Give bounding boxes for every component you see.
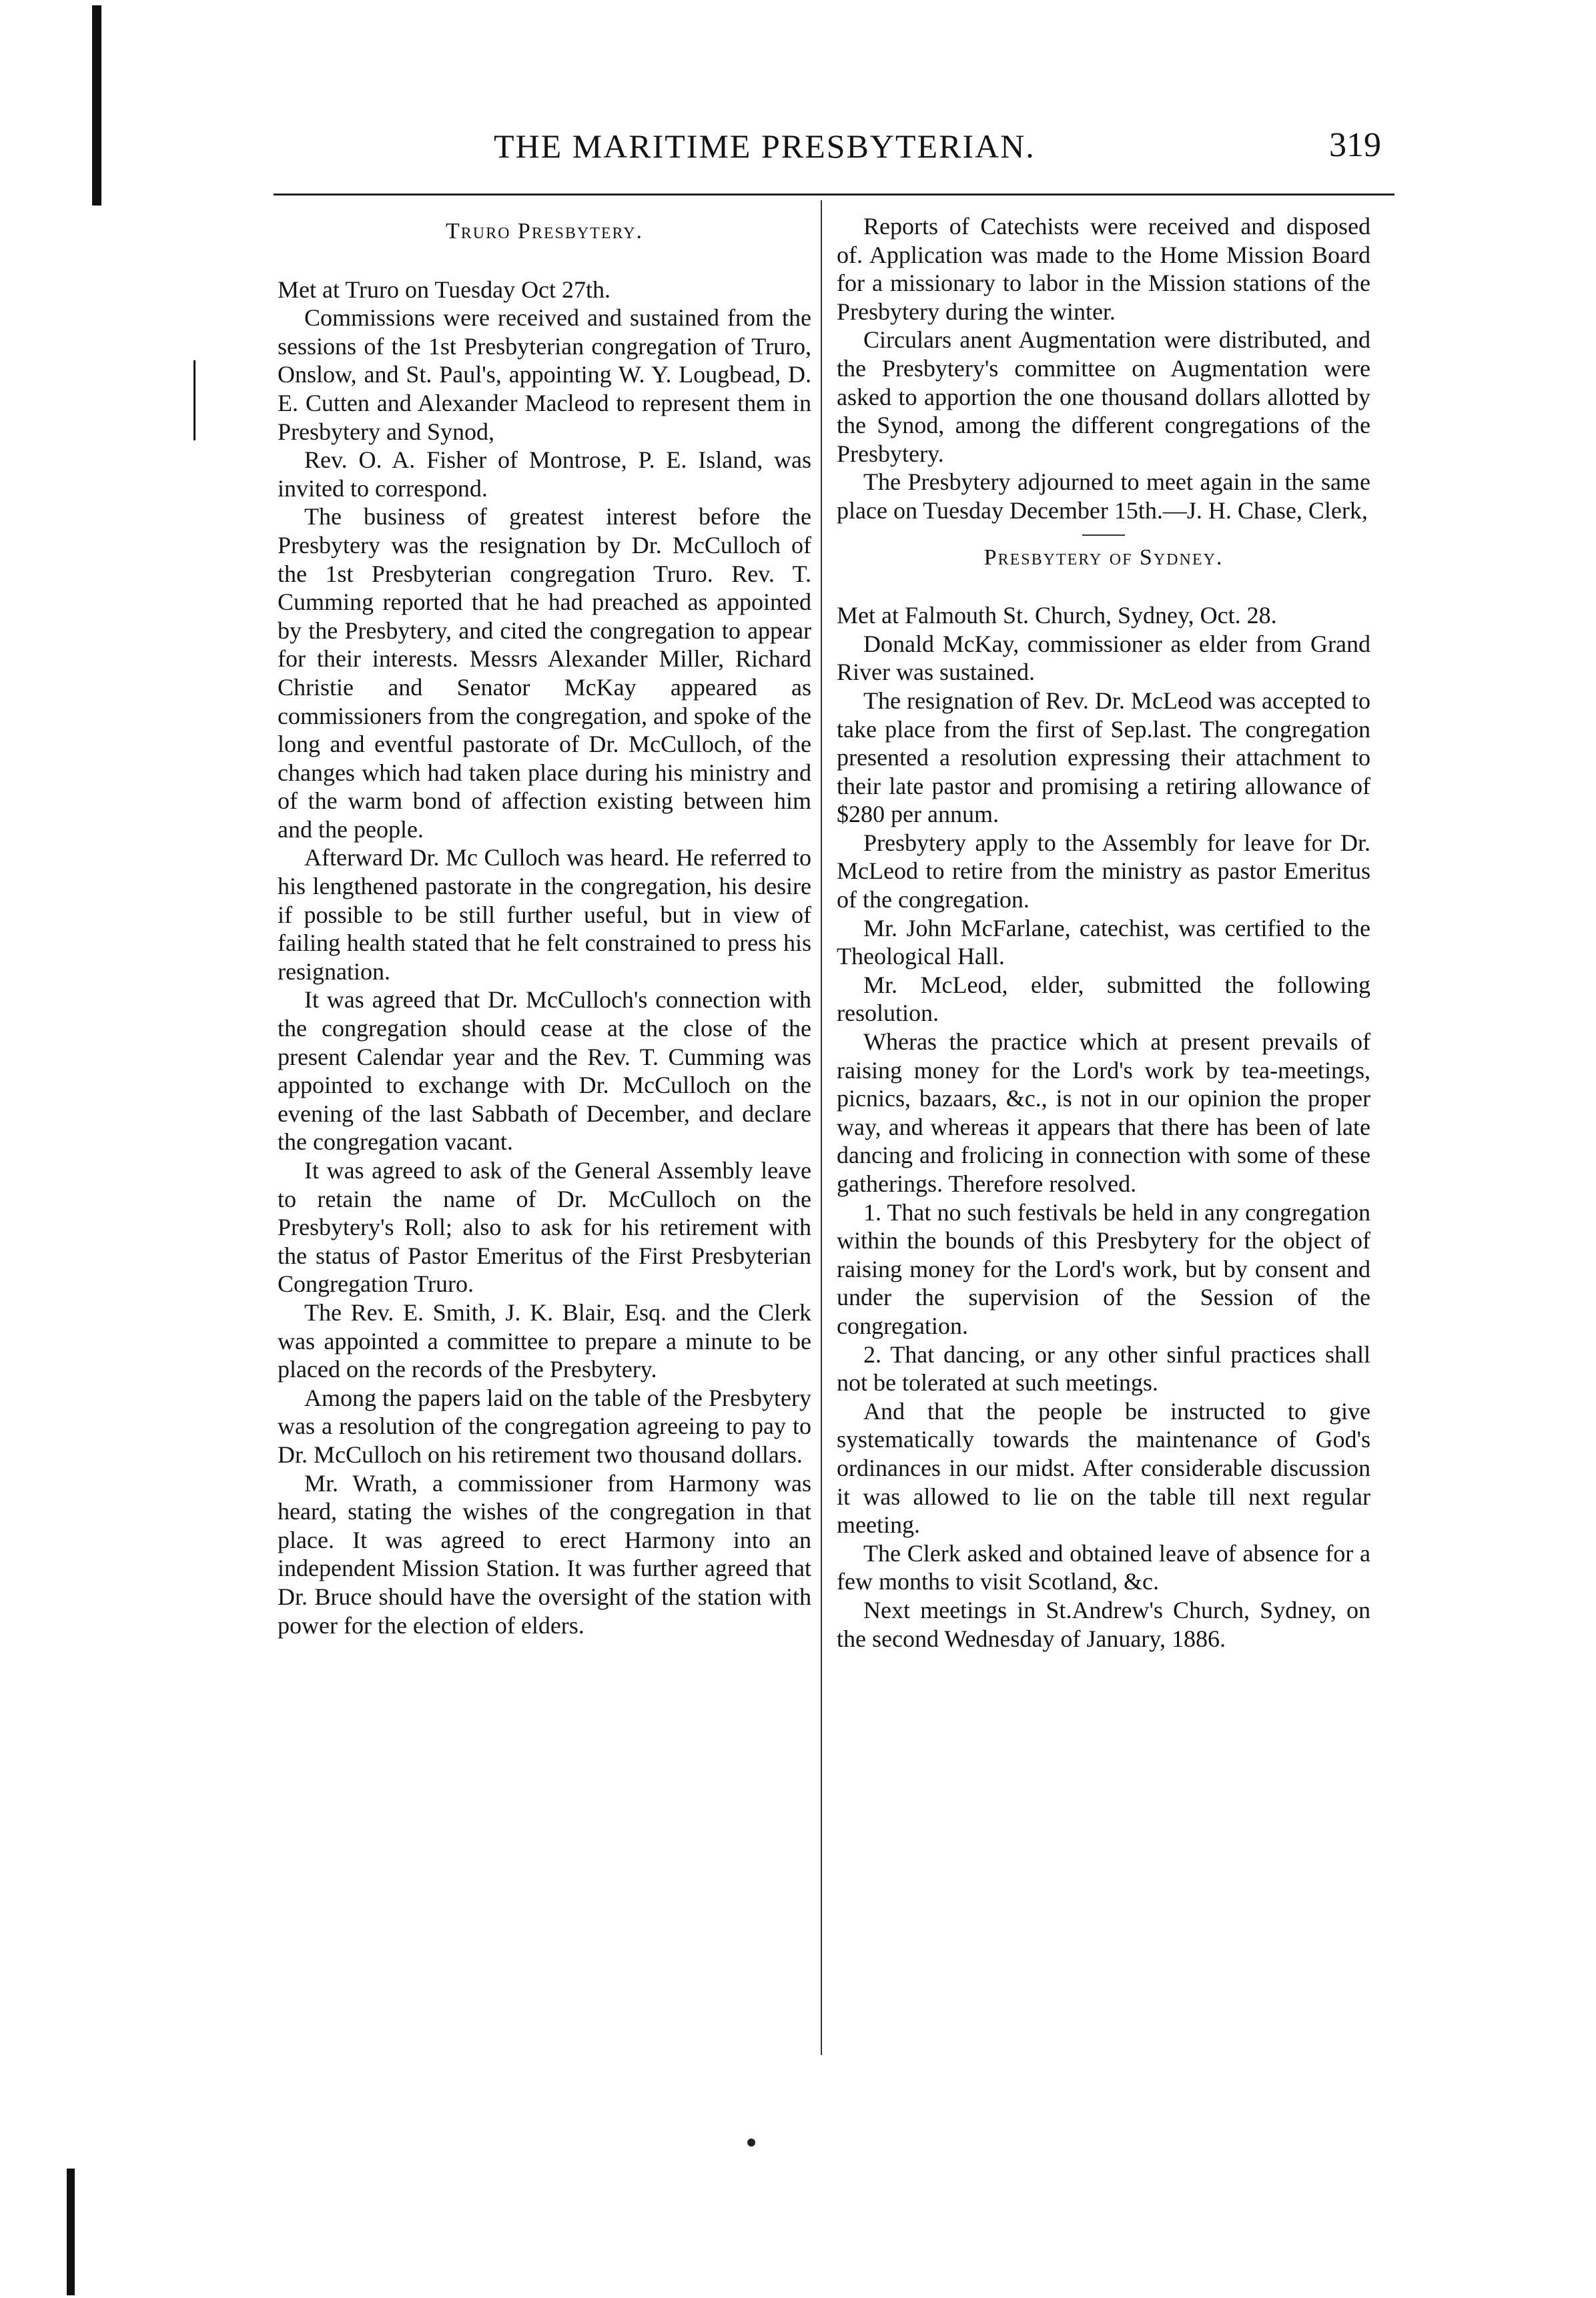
section-title-truro: Truro Presbytery. xyxy=(445,219,644,244)
page-number: 319 xyxy=(1329,126,1381,164)
left-column xyxy=(278,212,811,1639)
header-rule xyxy=(274,194,1394,196)
paragraph: Commissions were received and sustained from the sessions of the 1st Presbyterian congregation of Truro, Onslow, and St. Paul's, appointing W. Y. Lougbead, D. E. Cutten and Alexander Macleod to represent them in Presbytery and Synod, xyxy=(278,304,811,445)
column-divider xyxy=(821,200,822,2055)
paragraph: And that the people be instructed to give systematically towards the maintenance of God's ordinances in our midst. After considerable discussion it was allowed to lie on the table till next regular meeting. xyxy=(837,1397,1370,1539)
paragraph: Mr. McLeod, elder, submitted the following resolution. xyxy=(837,971,1370,1027)
scan-edge-mark-bottom xyxy=(67,2169,75,2295)
paragraph: Met at Truro on Tuesday Oct 27th. xyxy=(278,276,611,303)
paragraph: Donald McKay, commissioner as elder from Grand River was sustained. xyxy=(837,630,1370,686)
footer-dot xyxy=(747,2139,755,2147)
paragraph: Next meetings in St.Andrew's Church, Sydney, on the second Wednesday of January, 1886. xyxy=(837,1596,1370,1652)
paragraph: Mr. John McFarlane, catechist, was certified to the Theological Hall. xyxy=(837,914,1370,970)
paragraph: Wheras the practice which at present prevails of raising money for the Lord's work by tea-meetings, picnics, bazaars, &c., is not in our opinion the proper way, and whereas it appears that there has been of late dancing and frolicing in connection with some of these gatherings. Therefore resolved. xyxy=(837,1028,1370,1197)
paragraph: 2. That dancing, or any other sinful practices shall not be tolerated at such meetings. xyxy=(837,1340,1370,1397)
paragraph: The business of greatest interest before the Presbytery was the resignation by Dr. McCulloch of the 1st Presbyterian congregation Truro. Rev. T. Cumming reported that he had preached as appointed by the Presbytery, and cited the congregation to appear for their interests. Messrs Alexander Miller, Richard Christie and Senator McKay appeared as commissioners from the congregation, and spoke of the long and eventful pastorate of Dr. McCulloch, of the changes which had taken place during his ministry and of the warm bond of affection existing between him and the people. xyxy=(278,503,811,843)
paragraph: The Presbytery adjourned to meet again in the same place on Tuesday December 15th.—J. H. Chase, Clerk, xyxy=(837,468,1370,524)
paragraph: Met at Falmouth St. Church, Sydney, Oct. 28. xyxy=(837,602,1277,629)
paragraph: Afterward Dr. Mc Culloch was heard. He referred to his lengthened pastorate in the congregation, his desire if possible to be still further useful, but in view of failing health stated that he felt constrained to press his resignation. xyxy=(278,844,811,985)
paragraph: Rev. O. A. Fisher of Montrose, P. E. Island, was invited to correspond. xyxy=(278,446,811,502)
paragraph: The resignation of Rev. Dr. McLeod was accepted to take place from the first of Sep.last. The congregation presented a resolution expressing their attachment to their late pastor and promising a retiring allowance of $280 per annum. xyxy=(837,687,1370,828)
running-title: THE MARITIME PRESBYTERIAN. xyxy=(494,127,1036,165)
spacer xyxy=(837,587,1370,601)
paragraph: Mr. Wrath, a commissioner from Harmony was heard, stating the wishes of the congregation in that place. It was agreed to erect Harmony into an independent Mission Station. It was further agreed that Dr. Bruce should have the oversight of the station with power for the election of elders. xyxy=(278,1469,811,1639)
section-separator xyxy=(1082,534,1125,536)
paragraph: 1. That no such festivals be held in any congregation within the bounds of this Presbytery for the object of raising money for the Lord's work, but by consent and under the supervision of the Session of the congregation. xyxy=(837,1198,1370,1339)
paragraph: Among the papers laid on the table of the Presbytery was a resolution of the congregation agreeing to pay to Dr. McCulloch on his retirement two thousand dollars. xyxy=(278,1384,811,1468)
paragraph: It was agreed to ask of the General Assembly leave to retain the name of Dr. McCulloch on the Presbytery's Roll; also to ask for his retirement with the status of Pastor Emeritus of the First Presbyterian Congregation Truro. xyxy=(278,1157,811,1298)
right-column xyxy=(837,212,1370,1653)
scan-edge-mark-top xyxy=(92,5,101,206)
section-title-sydney: Presbytery of Sydney. xyxy=(983,544,1224,570)
paragraph: Reports of Catechists were received and disposed of. Application was made to the Home Mission Board for a missionary to labor in the Mission stations of the Presbytery during the winter. xyxy=(837,213,1370,325)
paragraph: Presbytery apply to the Assembly for leave for Dr. McLeod to retire from the ministry as pastor Emeritus of the congregation. xyxy=(837,829,1370,913)
page-header xyxy=(274,120,1381,180)
paragraph: The Clerk asked and obtained leave of absence for a few months to visit Scotland, &c. xyxy=(837,1539,1370,1595)
paragraph: Circulars anent Augmentation were distributed, and the Presbytery's committee on Augmentation were asked to apportion the one thousand dollars allotted by the Synod, among the different congregations of the Presbytery. xyxy=(837,326,1370,467)
spacer xyxy=(278,261,811,276)
paragraph: The Rev. E. Smith, J. K. Blair, Esq. and the Clerk was appointed a committee to prepare a minute to be placed on the records of the Presbytery. xyxy=(278,1298,811,1383)
paragraph: It was agreed that Dr. McCulloch's connection with the congregation should cease at the close of the present Calendar year and the Rev. T. Cumming was appointed to exchange with Dr. McCulloch on the evening of the last Sabbath of December, and declare the congregation vacant. xyxy=(278,986,811,1156)
scan-edge-mark-middle xyxy=(193,360,195,440)
